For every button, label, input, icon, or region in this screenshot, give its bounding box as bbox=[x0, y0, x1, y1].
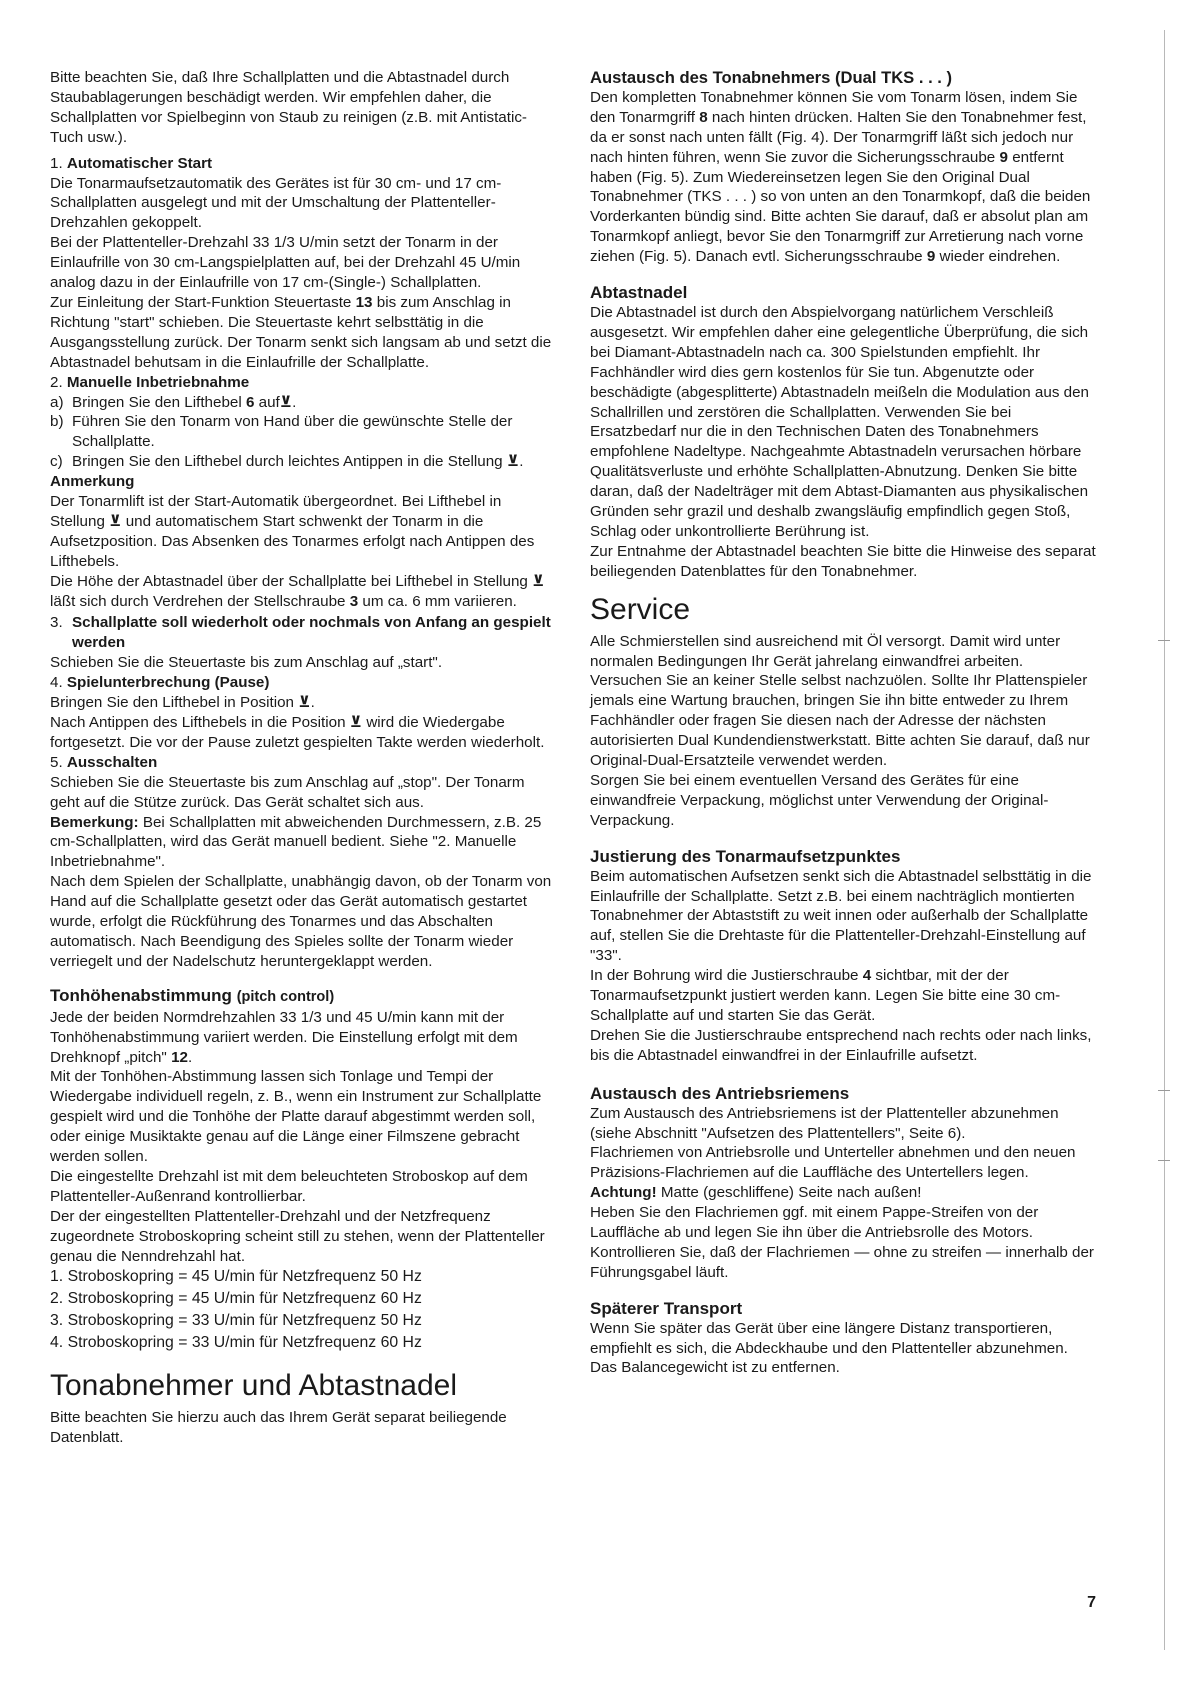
pitch-paragraph-2: Mit der Tonhöhen-Abstimmung lassen sich Tonlage und Tempi der Wiedergabe individuell regeln, z. B., wenn ein Instrument zur Schallplatte gespielt wird und die Tonhöhe der Platte darauf abgestimmt werden soll, oder einige Musiktakte genau auf die Länge einer Filmszene gebracht werden sollen. bbox=[50, 1068, 542, 1166]
right-column bbox=[590, 68, 1096, 1378]
section-5-paragraph-3: Nach dem Spielen der Schallplatte, unabhängig davon, ob der Tonarm von Hand auf die Schallplatte gesetzt oder das Gerät automatisch gestartet wurde, erfolgt die Rückführung des Tonarmes und das Abschalten automatisch. Nach Beendigung des Spieles sollte der Tonarm wieder verriegelt und der Nadelschutz heruntergeklappt werden. bbox=[50, 873, 552, 970]
section-1-paragraph-2: Bei der Plattenteller-Drehzahl 33 1/3 U/min setzt der Tonarm in der Einlaufrille von 30 cm-Langspielplatten auf, bei der Drehzahl 45 U/min analog dazu in der Einlaufrille von 17 cm-(Single-) Schallplatten. bbox=[50, 234, 521, 292]
section-4-heading: 4. Spielunterbrechung (Pause) bbox=[50, 674, 270, 692]
tonabnehmer-paragraph: Bitte beachten Sie hierzu auch das Ihrem Gerät separat beiliegende Datenblatt. bbox=[50, 1409, 507, 1447]
riemen-paragraph-1: Zum Austausch des Antriebsriemens ist der Plattenteller abzunehmen (siehe Abschnitt "Aufsetzen des Plattentellers", Seite 6). bbox=[590, 1104, 1059, 1142]
tks-heading: Austausch des Tonabnehmers (Dual TKS . . . ) bbox=[590, 68, 953, 87]
service-paragraph-1: Alle Schmierstellen sind ausreichend mit Öl versorgt. Damit wird unter normalen Bedingungen Ihr Gerät jahrelang einwandfrei arbeiten. Versuchen Sie an keiner Stelle selbst nachzuölen. Sollte Ihr Plattenspieler jemals eine Wartung brauchen, bringen Sie ihn bitte entweder zu Ihrem Fachhändler oder fragen Sie diesen nach der Adresse der nächsten autorisierten Dual Kundendienstwerkstatt. Bitte achten Sie darauf, daß nur Original-Dual-Ersatzteile verwendet werden. bbox=[590, 632, 1090, 770]
section-2-step-b: b) Führen Sie den Tonarm von Hand über die gewünschte Stelle der Schallplatte. bbox=[50, 413, 513, 451]
justierung-paragraph-1: Beim automatischen Aufsetzen senkt sich die Abtastnadel selbsttätig in die Einlaufrille der Schallplatte. Setzt z.B. bei einem nachträglich montierten Tonabnehmer der Abtaststift zu weit innen oder außerhalb der Schallplatte auf, stellen Sie die Drehtaste für die Plattenteller-Drehzahl-Einstellung auf "33". bbox=[590, 867, 1092, 965]
section-5-bemerkung: Bemerkung: Bei Schallplatten mit abweichenden Durchmessern, z.B. 25 cm-Schallplatten, wird das Gerät manuell bedient. Siehe "2. Manuelle Inbetriebnahme". bbox=[50, 813, 542, 871]
section-4-paragraph-1: Bringen Sie den Lifthebel in Position ⊻. bbox=[50, 694, 315, 712]
section-1-paragraph-3: Zur Einleitung der Start-Funktion Steuertaste 13 bis zum Anschlag in Richtung "start" schieben. Die Steuertaste kehrt selbsttätig in die Ausgangsstellung zurück. Der Tonarm senkt sich langsam ab und setzt die Abtastnadel behutsam in die Einlaufrille der Schallplatte. bbox=[50, 293, 552, 371]
stroboscope-list bbox=[50, 1266, 554, 1354]
stroboscope-item: 3. Stroboskopring = 33 U/min für Netzfrequenz 50 Hz bbox=[50, 1312, 422, 1330]
riemen-heading: Austausch des Antriebsriemens bbox=[590, 1083, 850, 1103]
scan-edge-line bbox=[1164, 30, 1165, 1650]
tonabnehmer-heading: Tonabnehmer und Abtastnadel bbox=[50, 1369, 457, 1403]
stroboscope-item: 4. Stroboskopring = 33 U/min für Netzfrequenz 60 Hz bbox=[50, 1334, 422, 1352]
pitch-paragraph-1: Jede der beiden Normdrehzahlen 33 1/3 und 45 U/min kann mit der Tonhöhenabstimmung variiert werden. Die Einstellung erfolgt mit dem Drehknopf „pitch" 12. bbox=[50, 1008, 518, 1066]
lift-lowered-icon: ⊻ bbox=[506, 453, 520, 471]
abtastnadel-paragraph-1: Die Abtastnadel ist durch den Abspielvorgang natürlichem Verschleiß ausgesetzt. Wir empfehlen daher eine gelegentliche Überprüfung, die sich bei Diamant-Abtastnadeln nach ca. 300 Spielstunden empfiehlt. Ihr Fachhändler wird dies gern kostenlos für Sie tun. Abgenutzte oder beschädigte (abgesplitterte) Abtastnadeln meißeln die Modulation aus den Schallrillen und zerstören die Schallplatten. Verwenden Sie bei Ersatzbedarf nur die in den Technischen Daten des Tonabnehmers empfohlene Nadeltype. Nachgeahmte Abtastnadeln verursachen hörbare Qualitätsverluste und erhöhte Schallplatten-Abnutzung. Denken Sie bitte daran, daß der Nadelträger mit dem Abtast-Diamanten aus physikalischen Gründen sehr grazil und deshalb zwangsläufig empfindlich gegen Stoß, Schlag oder unkontrollierte Berührung ist. bbox=[590, 303, 1089, 540]
transport-heading: Späterer Transport bbox=[590, 1298, 743, 1318]
section-5-paragraph-1: Schieben Sie die Steuertaste bis zum Anschlag auf „stop". Der Tonarm geht auf die Stütze zurück. Das Gerät schaltet sich aus. bbox=[50, 773, 525, 811]
intro-paragraph: Bitte beachten Sie, daß Ihre Schallplatten und die Abtastnadel durch Staubablagerungen beschädigt werden. Wir empfehlen daher, die Schallplatten vor Spielbeginn von Staub zu reinigen (z.B. mit Antistatic-Tuch usw.). bbox=[50, 69, 527, 146]
section-2-step-a: a) Bringen Sie den Lifthebel 6 auf⊻. bbox=[50, 393, 297, 411]
section-2-heading: 2. Manuelle Inbetriebnahme bbox=[50, 373, 250, 391]
pitch-paragraph-4: Der der eingestellten Plattenteller-Drehzahl und der Netzfrequenz zugeordnete Stroboskopring scheint still zu stehen, wenn der Plattenteller genau die Nenndrehzahl hat. bbox=[50, 1207, 545, 1265]
service-heading: Service bbox=[590, 592, 691, 626]
pitch-heading: Tonhöhenabstimmung (pitch control) bbox=[50, 985, 335, 1005]
riemen-paragraph-3: Heben Sie den Flachriemen ggf. mit einem Pappe-Streifen von der Lauffläche ab und legen Sie ihn über die Antriebsrolle des Motors. Kontrollieren Sie, daß der Flachriemen — ohne zu streifen — innerhalb der Führungsgabel läuft. bbox=[590, 1204, 1094, 1281]
section-5-title: Ausschalten bbox=[66, 753, 158, 771]
section-1-heading: 1. Automatischer Start bbox=[50, 154, 213, 172]
service-paragraph-2: Sorgen Sie bei einem eventuellen Versand des Gerätes für eine einwandfreie Verpackung, möglichst unter Verwendung der Original-Verpackung. bbox=[590, 772, 1049, 829]
section-2-step-c: c) Bringen Sie den Lifthebel durch leichtes Antippen in die Stellung ⊻. bbox=[50, 453, 524, 471]
riemen-achtung: Achtung! Matte (geschliffene) Seite nach außen! bbox=[590, 1184, 922, 1202]
justierung-heading: Justierung des Tonarmaufsetzpunktes bbox=[590, 846, 901, 866]
justierung-paragraph-2: In der Bohrung wird die Justierschraube 4 sichtbar, mit der der Tonarmaufsetzpunkt justiert werden kann. Legen Sie bitte eine 30 cm-Schallplatte auf und starten Sie das Gerät. bbox=[590, 967, 1061, 1024]
scan-edge-mark bbox=[1158, 1090, 1170, 1091]
section-3-paragraph: Schieben Sie die Steuertaste bis zum Anschlag auf „start". bbox=[50, 654, 443, 672]
left-column bbox=[50, 68, 554, 1448]
pitch-paragraph-3: Die eingestellte Drehzahl ist mit dem beleuchteten Stroboskop auf dem Plattenteller-Außenrand kontrollierbar. bbox=[50, 1167, 528, 1205]
anmerkung-paragraph-2: Die Höhe der Abtastnadel über der Schallplatte bei Lifthebel in Stellung ⊻ läßt sich durch Verdrehen der Stellschraube 3 um ca. 6 mm variieren. bbox=[50, 572, 545, 610]
section-4-paragraph-2: Nach Antippen des Lifthebels in die Position ⊻ wird die Wiedergabe fortgesetzt. Die vor der Pause zuletzt gespielten Takte werden wiederholt. bbox=[50, 714, 545, 751]
scan-edge-mark bbox=[1158, 1160, 1170, 1161]
stroboscope-item: 2. Stroboskopring = 45 U/min für Netzfrequenz 60 Hz bbox=[50, 1290, 422, 1308]
section-2-title: Manuelle Inbetriebnahme bbox=[66, 373, 250, 391]
abtastnadel-heading: Abtastnadel bbox=[590, 283, 688, 303]
lift-lowered-icon: ⊻ bbox=[109, 512, 122, 530]
lift-lowered-icon: ⊻ bbox=[349, 714, 363, 731]
section-4-title: Spielunterbrechung (Pause) bbox=[66, 674, 270, 692]
tks-paragraph: Den kompletten Tonabnehmer können Sie vom Tonarm lösen, indem Sie den Tonarmgriff 8 nach hinten drücken. Halten Sie den Tonabnehmer fest, da er sonst nach unten fällt (Fig. 4). Der Tonarmgriff läßt sich jedoch nur nach hinten führen, wenn Sie zuvor die Sicherungsschraube 9 entfernt haben (Fig. 5). Zum Wiedereinsetzen legen Sie den Original Dual Tonabnehmer (TKS . . . ) so von unten an den Tonarmkopf, daß die beiden Vorderkanten bündig sind. Bitte achten Sie darauf, daß er absolut plan am Tonarmkopf anliegt, bevor Sie den Tonarmgriff zur Arretierung nach vorne ziehen (Fig. 5). Danach evtl. Sicherungsschraube 9 wieder eindrehen. bbox=[590, 88, 1091, 266]
justierung-paragraph-3: Drehen Sie die Justierschraube entsprechend nach rechts oder nach links, bis die Abtastnadel einwandfrei in der Einlaufrille aufsetzt. bbox=[590, 1026, 1092, 1064]
page-number: 7 bbox=[1087, 1594, 1096, 1611]
abtastnadel-paragraph-2: Zur Entnahme der Abtastnadel beachten Sie bitte die Hinweise des separat beiliegenden Datenblattes für den Tonabnehmer. bbox=[590, 542, 1096, 580]
section-3-heading: 3. Schallplatte soll wiederholt oder nochmals von Anfang an gespielt werden bbox=[50, 613, 554, 653]
stroboscope-item: 1. Stroboskopring = 45 U/min für Netzfrequenz 50 Hz bbox=[50, 1268, 422, 1286]
section-1-paragraph-1: Die Tonarmaufsetzautomatik des Gerätes ist für 30 cm- und 17 cm-Schallplatten ausgelegt und mit der Umschaltung der Plattenteller-Drehzahlen gekoppelt. bbox=[50, 174, 502, 232]
section-3-title: Schallplatte soll wiederholt oder nochmals von Anfang an gespielt werden bbox=[72, 614, 551, 652]
section-1-title: Automatischer Start bbox=[66, 154, 213, 172]
section-5-heading: 5. Ausschalten bbox=[50, 753, 158, 771]
riemen-paragraph-2: Flachriemen von Antriebsrolle und Unterteller abnehmen und den neuen Präzisions-Flachriemen auf die Lauffläche des Untertellers legen. bbox=[590, 1144, 1076, 1182]
lift-lowered-icon: ⊻ bbox=[298, 694, 311, 712]
anmerkung-paragraph-1: Der Tonarmlift ist der Start-Automatik übergeordnet. Bei Lifthebel in Stellung ⊻ und automatischem Start schwenkt der Tonarm in die Aufsetzposition. Das Absenken des Tonarmes erfolgt nach Antippen des Lifthebels. bbox=[50, 493, 535, 570]
transport-paragraph: Wenn Sie später das Gerät über eine längere Distanz transportieren, empfiehlt es sich, die Abdeckhaube und den Plattenteller abzunehmen. Das Balancegewicht ist zu entfernen. bbox=[590, 1319, 1068, 1377]
anmerkung-title: Anmerkung bbox=[50, 473, 135, 491]
lift-lowered-icon: ⊻ bbox=[279, 393, 293, 411]
scan-edge-mark bbox=[1158, 640, 1170, 641]
lift-lowered-icon: ⊻ bbox=[532, 572, 545, 590]
